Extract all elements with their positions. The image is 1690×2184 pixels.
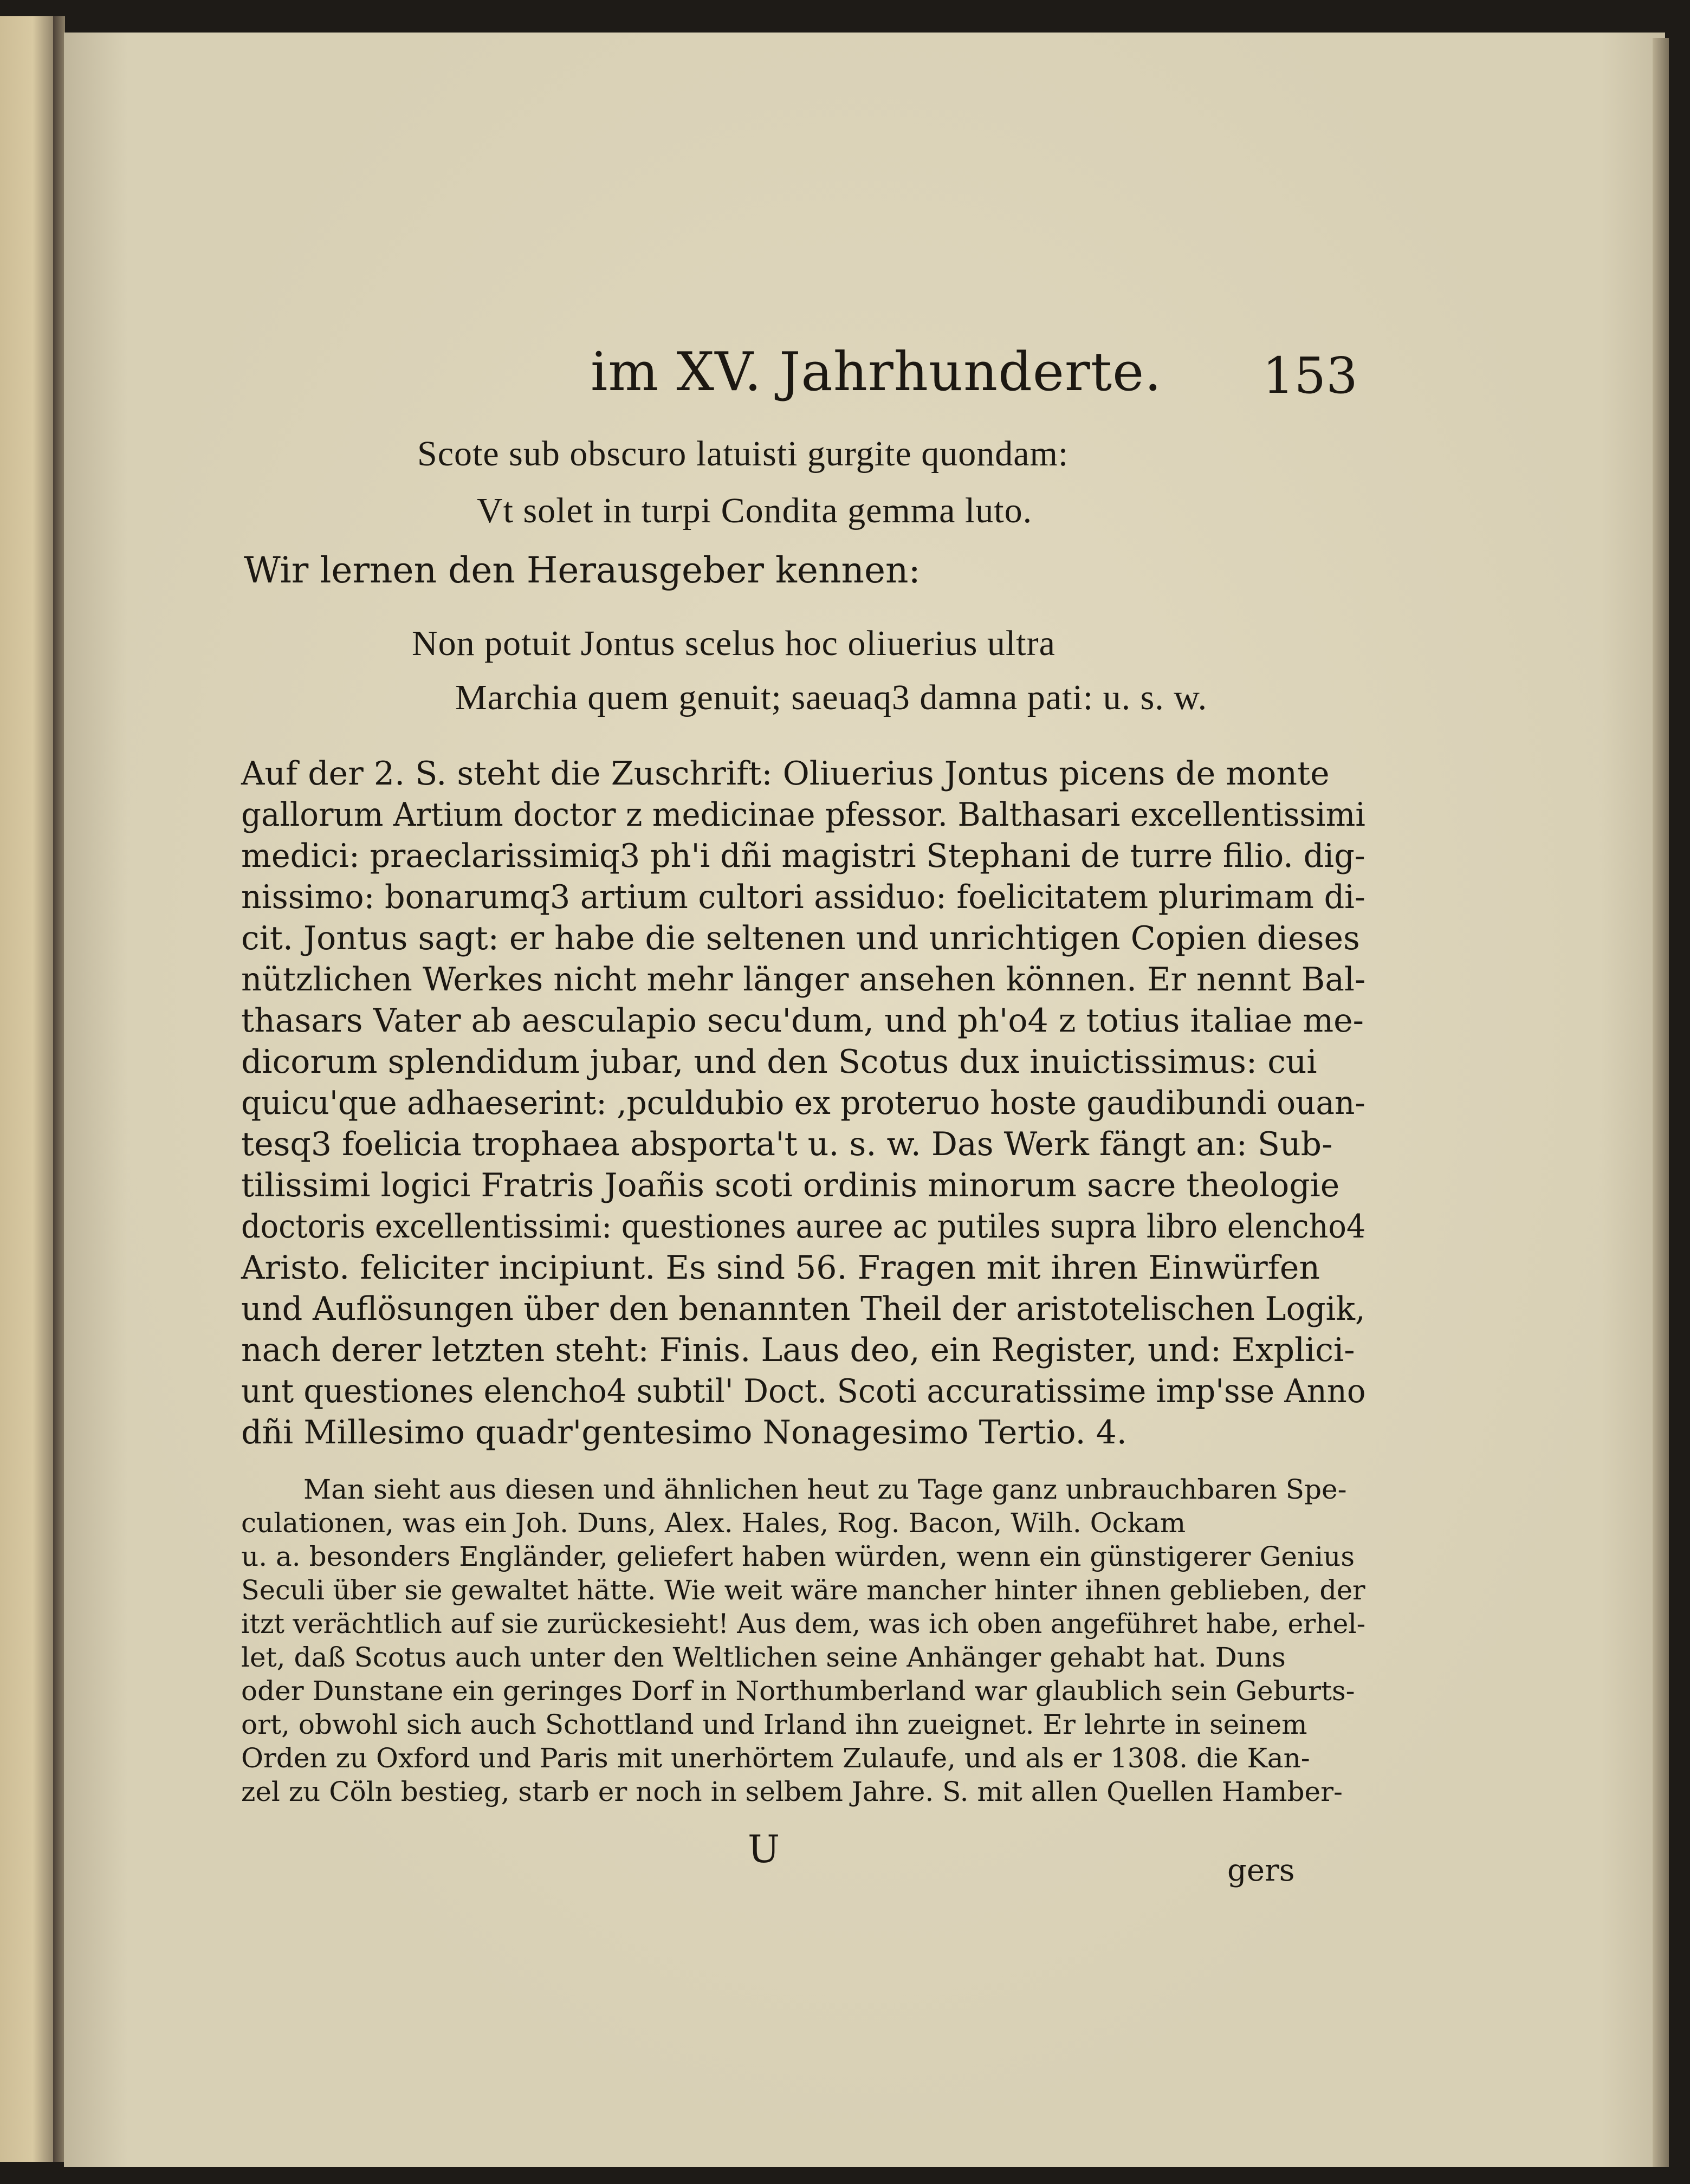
body-line: nach derer letzten steht: Finis. Laus deo, ein Register, und: Explici- — [241, 1331, 1355, 1369]
facing-page-edge — [0, 16, 60, 2162]
body-line: unt questiones elencho4 subtil' Doct. Scoti accuratissime imp'sse Anno — [241, 1372, 1366, 1410]
verse-line: Vt solet in turpi Condita gemma luto. — [477, 491, 1033, 530]
footnote-line: itzt verächtlich auf sie zurückesieht! Aus dem, was ich oben angeführet habe, erhel- — [241, 1608, 1366, 1639]
footnote-line: zel zu Cöln bestieg, starb er noch in selbem Jahre. S. mit allen Quellen Hamber- — [241, 1776, 1343, 1807]
body-line: nützlichen Werkes nicht mehr länger ansehen können. Er nennt Bal- — [241, 961, 1366, 999]
book-gutter — [53, 16, 65, 2162]
body-line: cit. Jontus sagt: er habe die seltenen und unrichtigen Copien dieses — [241, 919, 1360, 957]
body-line: nissimo: bonarumq3 artium cultori assiduo: foelicitatem plurimam di- — [241, 878, 1365, 916]
footnote-line: Man sieht aus diesen und ähnlichen heut zu Tage ganz unbrauchbaren Spe- — [303, 1474, 1347, 1505]
body-line: dicorum splendidum jubar, und den Scotus dux inuictissimus: cui — [241, 1043, 1317, 1081]
body-line: gallorum Artium doctor z medicinae pfessor. Balthasari excellentissimi — [241, 796, 1365, 834]
body-line: doctoris excellentissimi: questiones auree ac putiles supra libro elencho4 — [241, 1208, 1366, 1246]
body-line: quicu'que adhaeserint: ,pculdubio ex proteruo hoste gaudibundi ouan- — [241, 1084, 1365, 1122]
footnote-line: culationen, was ein Joh. Duns, Alex. Hales, Rog. Bacon, Wilh. Ockam — [241, 1507, 1186, 1539]
verse-line: Scote sub obscuro latuisti gurgite quondam: — [417, 434, 1069, 474]
page-number: 153 — [1262, 347, 1358, 405]
footnote-line: Seculi über sie gewaltet hätte. Wie weit wäre mancher hinter ihnen geblieben, der — [241, 1574, 1365, 1606]
body-line: medici: praeclarissimiq3 ph'i dñi magistri Stephani de turre filio. dig- — [241, 837, 1365, 875]
body-line: und Auflösungen über den benannten Theil der aristotelischen Logik, — [241, 1290, 1365, 1328]
verse-line: Marchia quem genuit; saeuaq3 damna pati: u. s. w. — [455, 678, 1208, 717]
body-line: tilissimi logici Fratris Joañis scoti ordinis minorum sacre theologie — [241, 1166, 1340, 1204]
footnote-line: Orden zu Oxford und Paris mit unerhörtem Zulaufe, und als er 1308. die Kan- — [241, 1742, 1310, 1774]
body-line: Aristo. feliciter incipiunt. Es sind 56. Fragen mit ihren Einwürfen — [241, 1249, 1320, 1287]
catchword: gers — [1227, 1853, 1295, 1888]
footnote-line: ort, obwohl sich auch Schottland und Irland ihn zueignet. Er lehrte in seinem — [241, 1709, 1307, 1740]
running-header: im XV. Jahrhunderte. — [591, 341, 1162, 403]
verse-line: Non potuit Jontus scelus hoc oliuerius ultra — [412, 624, 1056, 663]
body-line: thasars Vater ab aesculapio secu'dum, und ph'o4 z totius italiae me- — [241, 1002, 1364, 1040]
footnote-line: let, daß Scotus auch unter den Weltlichen seine Anhänger gehabt hat. Duns — [241, 1642, 1286, 1673]
body-line: tesq3 foelicia trophaea absporta't u. s. w. Das Werk fängt an: Sub- — [241, 1125, 1333, 1163]
page-edge-right — [1653, 38, 1669, 2167]
intro-line: Wir lernen den Herausgeber kennen: — [244, 549, 921, 591]
body-line: dñi Millesimo quadr'gentesimo Nonagesimo Tertio. 4. — [241, 1414, 1127, 1451]
footnote-line: u. a. besonders Engländer, geliefert haben würden, wenn ein günstigerer Genius — [241, 1541, 1355, 1572]
signature-mark: U — [748, 1827, 780, 1871]
body-line: Auf der 2. S. steht die Zuschrift: Oliuerius Jontus picens de monte — [241, 755, 1330, 793]
footnote-line: oder Dunstane ein geringes Dorf in Northumberland war glaublich sein Geburts- — [241, 1675, 1355, 1707]
